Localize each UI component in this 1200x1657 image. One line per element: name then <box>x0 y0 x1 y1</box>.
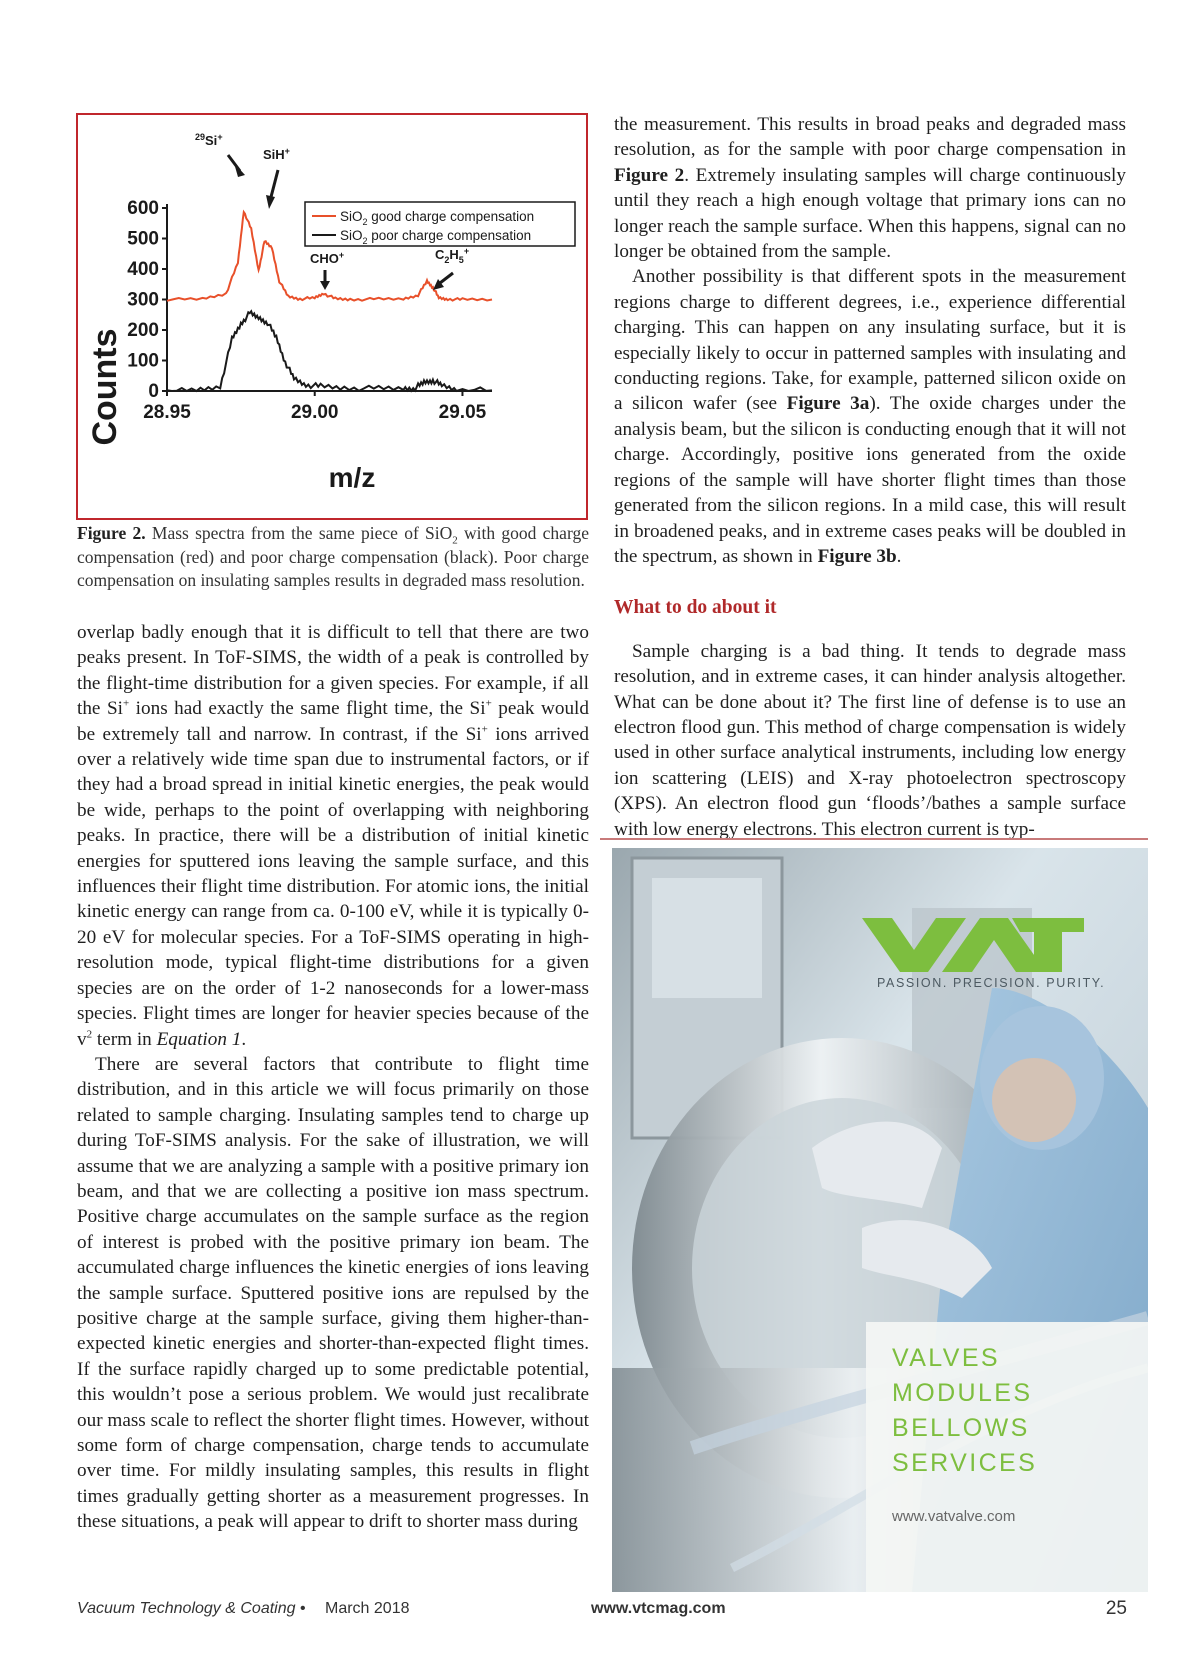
left-column <box>77 620 589 1535</box>
lp1-text-2: ions had exactly the same flight time, the Si <box>129 698 486 720</box>
legend-good-sio: SiO <box>340 209 363 224</box>
rp1-figure-ref: Figure 2 <box>614 164 685 186</box>
series-line-poor-compensation <box>167 311 492 391</box>
lp1-sup-3: + <box>481 723 488 736</box>
legend-poor-sub: 2 <box>362 236 368 246</box>
footer-bullet: • <box>299 1600 306 1617</box>
y-tick-label: 0 <box>148 381 159 402</box>
ann-29si-plus: + <box>217 132 223 142</box>
legend-good-sub: 2 <box>362 217 368 227</box>
footer-publication-name: Vacuum Technology & Coating <box>77 1600 296 1617</box>
figure-caption-sub: 2 <box>452 534 458 547</box>
page-footer <box>77 1600 1127 1624</box>
page-number: 25 <box>1105 1598 1127 1619</box>
figure-caption-text-2: with good charge compensation (red) and poor charge compensation (black). Poor charge compensation on insulating samples results in degraded mass resolution. <box>77 523 589 590</box>
annotation-c2h5 <box>435 246 469 265</box>
rp2-figure-ref-2: Figure 3b <box>817 545 897 567</box>
lp1-sup-2: + <box>485 697 492 710</box>
lp1-sup-1: + <box>122 697 130 710</box>
left-paragraph-2: There are several factors that contribute to flight time distribution, and in this article we will focus primarily on those related to sample charging. Insulating samples tend to charge up during ToF-SIMS analysis. For the sake of illustration, we will assume that we are analyzing a sample with a positive primary ion beam, and that we are collecting a positive ion mass spectrum. Positive charge accumulates on the sample surface as the region of interest is probed with the positive primary ion beam. The accumulated charge influences the kinetic energies of ions leaving the sample surface. Sputtered positive ions are repulsed by the positive charge at the sample surface, giving them higher-than-expected kinetic energies and shorter-than-expected flight times. If the surface rapidly charged up to some predictable potential, this wouldn’t pose a serious problem. We would just recalibrate our mass scale to reflect the shorter flight times. However, without some form of charge compensation, charge tends to accumulate over time. For mildly insulating samples, this results in flight times gradually getting shorter as a measurement progresses. In these situations, a peak will appear to drift to shorter mass during <box>77 1053 589 1533</box>
left-paragraph-1 <box>77 620 589 1052</box>
vat-logo <box>862 918 1084 972</box>
right-paragraph-1 <box>614 112 1126 264</box>
y-tick-label: 300 <box>127 289 159 311</box>
chart-legend <box>305 202 575 246</box>
x-tick-label: 29.05 <box>438 402 487 423</box>
figure-caption-text-1: Mass spectra from the same piece of SiO <box>145 523 453 543</box>
lp1-text-5: term in <box>92 1028 157 1050</box>
x-tick-label: 28.95 <box>143 402 191 423</box>
ann-c2h5-h: H <box>449 247 459 262</box>
y-axis-label: Counts <box>86 328 124 446</box>
right-column <box>614 112 1126 842</box>
footer-date: March 2018 <box>325 1600 410 1617</box>
rp2-figure-ref-1: Figure 3a <box>786 393 870 415</box>
lp1-text-4: ions arrived over a relatively wide time span due to instrumental factors, or if they had a broad spread in initial kinetic energies, the peak would be wide, perhaps to the point of overlapping with neighboring peaks. In practice, there will be a distribution of initial kinetic energies for sputtered ions leaving the sample surface, and this influences their flight time distribution. For atomic ions, the initial kinetic energy can range from ca. 0-100 eV, while it is typically 0-20 eV for molecular species. For a ToF-SIMS operating in high-resolution mode, typical flight-time distributions for a given species are on the order of 1-2 nanoseconds for a lower-mass species. Flight times are longer for heavier species because of the v <box>77 723 589 1050</box>
annotation-29si <box>195 132 223 148</box>
rp2-text-2: ). The oxide charges under the analysis beam, but the silicon is conducting enough that it will not charge. Accordingly, positive ions generated from the oxide regions of the sample will have shorter flight times than those generated from the silicon regions. In a mild case, this will result in broadened peaks, and in extreme cases peaks will be doubled in the spectrum, as shown in <box>614 393 1126 567</box>
ann-sih-base: SiH <box>263 147 285 162</box>
lp1-sup-4: 2 <box>86 1028 93 1041</box>
ann-29si-sup: 29 <box>195 132 206 142</box>
section-heading: What to do about it <box>614 597 777 619</box>
y-tick-label: 600 <box>127 198 159 219</box>
footer-publication <box>77 1600 306 1618</box>
rp2-text-3: . <box>896 545 902 567</box>
ann-c2h5-plus: + <box>463 246 470 256</box>
legend-poor-sio: SiO <box>340 228 363 243</box>
mass-spectrum-chart <box>78 115 586 518</box>
right-paragraph-3: Sample charging is a bad thing. It tends to degrade mass resolution, and in extreme cases, it can hinder analysis altogether. What can be done about it? The first line of defense is to use an electron flood gun. This method of charge compensation is widely used in other surface analytical instruments, including low energy ion scattering (LEIS) and X-ray photoelectron spectroscopy (XPS). An electron flood gun ‘floods’/bathes a sample surface with low energy electrons. This electron current is typ- <box>614 640 1126 840</box>
lp1-text-6: . <box>241 1028 247 1050</box>
x-axis-label: m/z <box>328 462 376 493</box>
y-tick-label: 400 <box>127 259 159 280</box>
figure-caption <box>77 522 589 593</box>
ad-item-modules: MODULES <box>892 1379 1033 1407</box>
ann-cho-plus: + <box>338 250 345 260</box>
lp1-text-1: overlap badly enough that it is difficult to tell that there are two peaks present. In ToF-SIMS, the width of a peak is controlled by the flight-time distribution for a given species. For example, if all the Si <box>77 622 589 720</box>
figure-2 <box>76 113 588 520</box>
ad-item-bellows: BELLOWS <box>892 1414 1030 1442</box>
ad-services-panel <box>866 1322 1148 1592</box>
annotation-cho <box>310 250 344 266</box>
ann-cho-base: CHO <box>310 251 339 266</box>
equation-reference: Equation 1 <box>156 1028 242 1050</box>
y-tick-label: 500 <box>127 228 159 250</box>
ann-c2h5-5: 5 <box>458 255 464 265</box>
legend-good-text: good charge compensation <box>367 209 535 224</box>
ann-c2h5-2: 2 <box>444 255 450 265</box>
y-tick-label: 200 <box>127 320 159 341</box>
ad-url-link[interactable]: www.vatvalve.com <box>892 1508 1016 1525</box>
y-tick-label: 100 <box>127 350 159 372</box>
ann-sih-plus: + <box>284 146 290 156</box>
ad-item-valves: VALVES <box>892 1344 1000 1372</box>
rp2-text-1: Another possibility is that different spots in the measurement regions charge to different degrees, i.e., experience differential charging. This can happen on any insulating surface, but it is especially likely to occur in patterned samples with insulating and conducting regions. Take, for example, patterned silicon oxide on a silicon wafer (see <box>614 266 1126 415</box>
ad-tagline: PASSION. PRECISION. PURITY. <box>877 976 1106 990</box>
legend-poor-text: poor charge compensation <box>367 228 532 243</box>
ad-item-services: SERVICES <box>892 1449 1038 1477</box>
ann-29si-base: Si <box>205 133 218 148</box>
footer-url-link[interactable]: www.vtcmag.com <box>591 1600 726 1617</box>
x-tick-label: 29.00 <box>290 402 339 423</box>
rp1-text-1: the measurement. This results in broad peaks and degraded mass resolution, as for the sample with poor charge compensation in <box>614 114 1126 161</box>
rp1-text-2: . Extremely insulating samples will charge continuously until they reach a high enough voltage that primary ions can no longer reach the sample surface. When this happens, signal can no longer be obtained from the sample. <box>614 164 1126 263</box>
figure-caption-label: Figure 2. <box>77 523 146 543</box>
annotation-sih <box>263 146 290 162</box>
vat-advertisement[interactable] <box>600 838 1148 1592</box>
ad-photo <box>612 848 1148 1592</box>
ann-c2h5-c: C <box>435 247 445 262</box>
lp1-text-3: peak would be extremely tall and narrow. In contrast, if the Si <box>77 698 589 745</box>
right-paragraph-2 <box>614 264 1126 569</box>
